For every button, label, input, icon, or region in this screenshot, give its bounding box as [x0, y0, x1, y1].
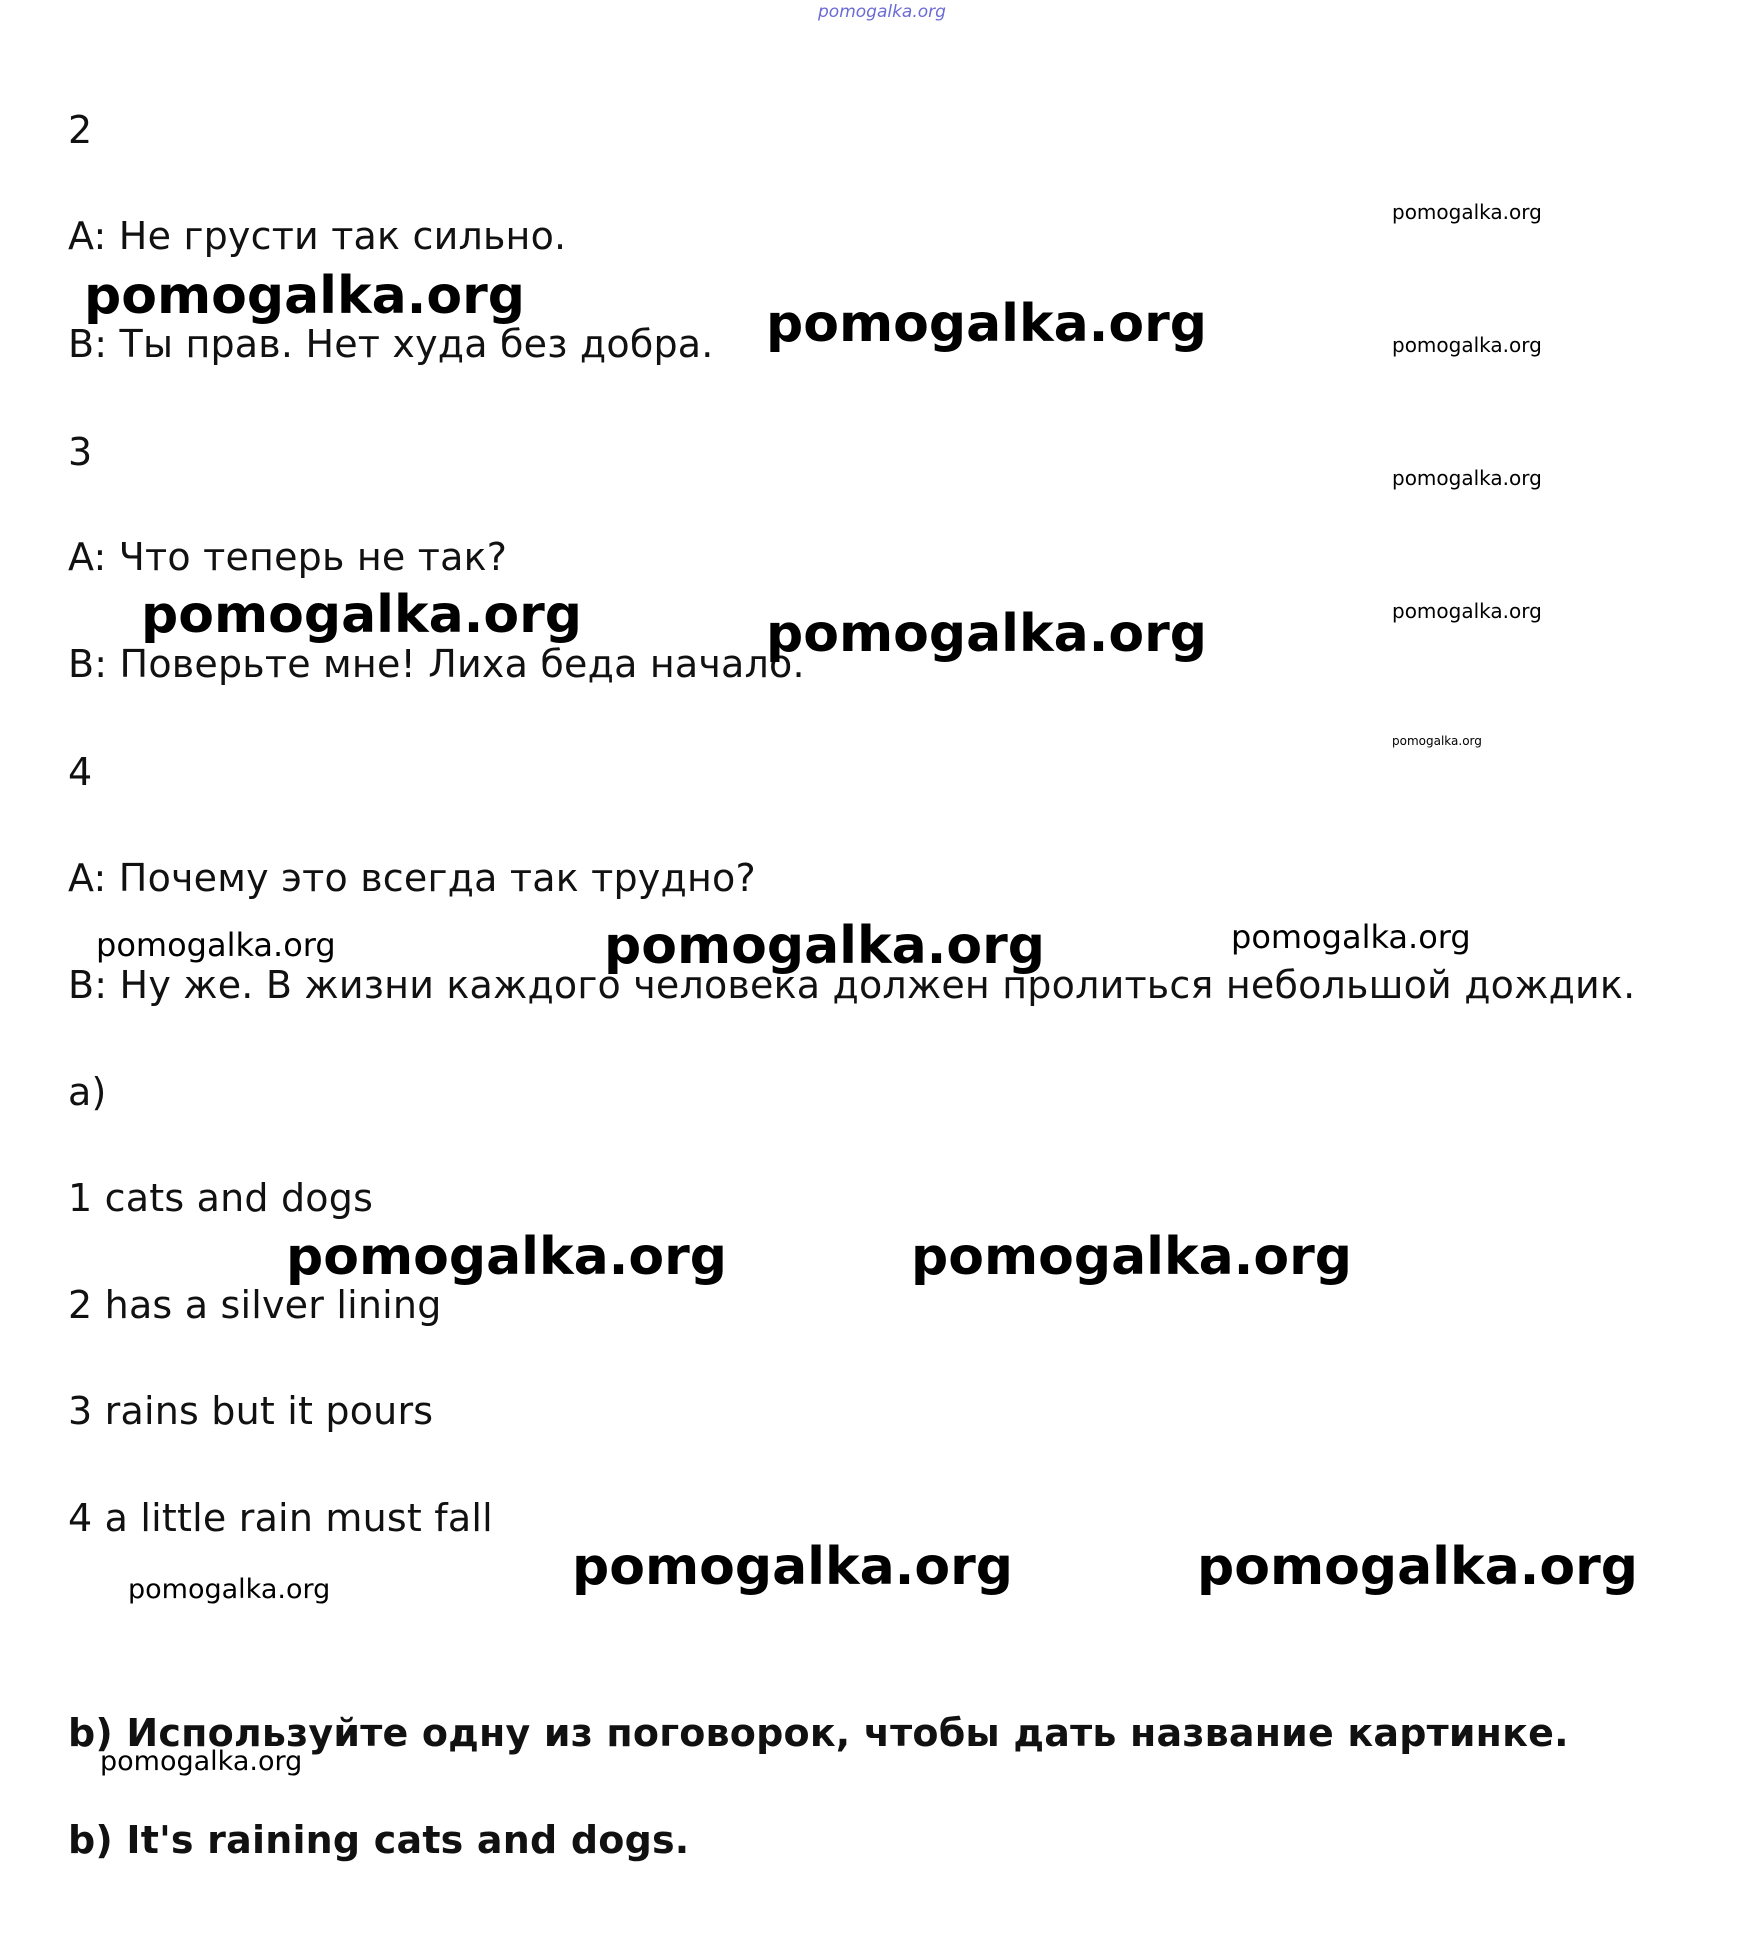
watermark: pomogalka.org: [1197, 1537, 1639, 1597]
watermark: pomogalka.org: [572, 1537, 1014, 1597]
dialogue-number: 3: [68, 430, 93, 474]
watermark: pomogalka.org: [1231, 918, 1471, 956]
part-a-item: 4 a little rain must fall: [68, 1496, 493, 1540]
watermark: pomogalka.org: [286, 1227, 728, 1287]
watermark: pomogalka.org: [604, 916, 1046, 976]
part-a-item: 1 cats and dogs: [68, 1176, 374, 1220]
watermark: pomogalka.org: [96, 926, 336, 964]
dialogue-line-a: A: Что теперь не так?: [68, 535, 508, 579]
watermark: pomogalka.org: [100, 1746, 303, 1777]
dialogue-line-b: B: Ну же. В жизни каждого человека должен пролиться небольшой дождик.: [68, 963, 1636, 1007]
dialogue-line-a: A: Не грусти так сильно.: [68, 214, 567, 258]
watermark: pomogalka.org: [1392, 734, 1482, 748]
part-b-task: b) Используйте одну из поговорок, чтобы дать название картинке.: [68, 1711, 1569, 1755]
watermark: pomogalka.org: [141, 585, 583, 645]
watermark: pomogalka.org: [766, 294, 1208, 354]
watermark: pomogalka.org: [1392, 200, 1542, 224]
part-b-answer: b) It's raining cats and dogs.: [68, 1818, 690, 1862]
watermark: pomogalka.org: [766, 604, 1208, 664]
dialogue-number: 4: [68, 750, 93, 794]
watermark: pomogalka.org: [911, 1227, 1353, 1287]
part-a-item: 2 has a silver lining: [68, 1283, 442, 1327]
watermark: pomogalka.org: [1392, 466, 1542, 490]
part-a-label: a): [68, 1070, 107, 1114]
dialogue-line-b: B: Ты прав. Нет худа без добра.: [68, 322, 714, 366]
part-a-item: 3 rains but it pours: [68, 1389, 434, 1433]
watermark: pomogalka.org: [1392, 599, 1542, 623]
dialogue-line-a: A: Почему это всегда так трудно?: [68, 856, 756, 900]
header-watermark: pomogalka.org: [818, 2, 946, 22]
watermark: pomogalka.org: [128, 1574, 331, 1605]
dialogue-number: 2: [68, 108, 93, 152]
watermark: pomogalka.org: [1392, 333, 1542, 357]
watermark: pomogalka.org: [84, 266, 526, 326]
dialogue-line-b: B: Поверьте мне! Лиха беда начало.: [68, 642, 805, 686]
